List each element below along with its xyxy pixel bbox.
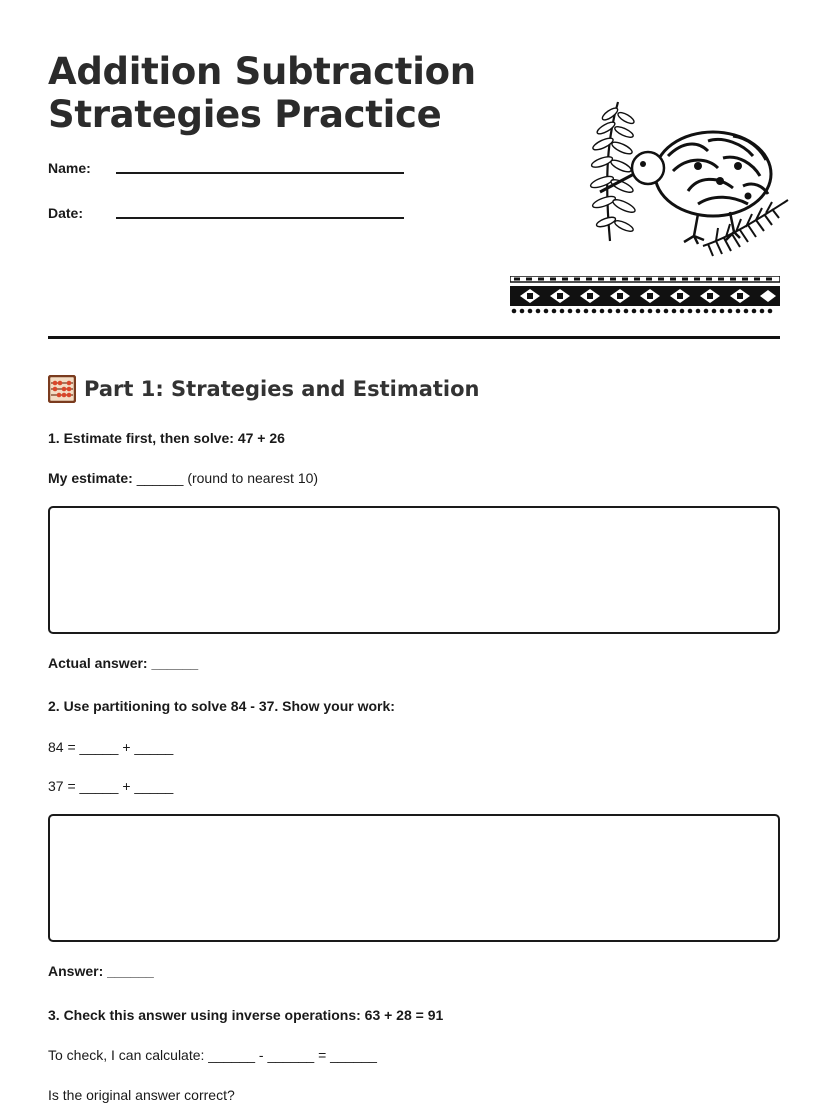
estimate-label: My estimate: (48, 470, 133, 486)
question-1-prompt: 1. Estimate first, then solve: 47 + 26 (48, 430, 285, 446)
date-line[interactable] (116, 217, 404, 219)
title-line-1: Addition Subtraction (48, 50, 476, 93)
name-field[interactable] (48, 160, 91, 176)
answer-blank[interactable]: ______ (107, 963, 154, 979)
title-line-2: Strategies Practice (48, 93, 442, 136)
question-2-answer-row (48, 963, 154, 979)
header-divider (48, 336, 780, 339)
page-title (48, 50, 476, 136)
name-line[interactable] (116, 172, 404, 174)
section-title: Part 1: Strategies and Estimation (84, 377, 480, 401)
partition-line-37[interactable]: 37 = _____ + _____ (48, 778, 174, 794)
date-field[interactable] (48, 205, 83, 221)
partition-line-84[interactable]: 84 = _____ + _____ (48, 739, 174, 755)
question-1-estimate-row (48, 470, 318, 486)
actual-answer-blank[interactable]: ______ (151, 655, 199, 671)
estimate-note: (round to nearest 10) (187, 470, 319, 486)
abacus-icon (48, 375, 76, 403)
kiwi-fern-illustration (548, 96, 798, 266)
question-1-work-box[interactable] (48, 506, 780, 634)
question-1-answer-row (48, 655, 198, 671)
pattern-border (510, 276, 780, 316)
name-label: Name: (48, 160, 91, 176)
date-label: Date: (48, 205, 84, 221)
question-2-prompt: 2. Use partitioning to solve 84 - 37. Show your work: (48, 698, 395, 714)
question-3-prompt: 3. Check this answer using inverse operations: 63 + 28 = 91 (48, 1007, 444, 1023)
actual-answer-label: Actual answer: (48, 655, 148, 671)
correctness-question: Is the original answer correct? (48, 1087, 235, 1103)
section-heading-part-1 (48, 375, 480, 403)
inverse-check-line[interactable]: To check, I can calculate: ______ - ______ = ______ (48, 1047, 377, 1063)
question-2-work-box[interactable] (48, 814, 780, 942)
answer-label: Answer: (48, 963, 104, 979)
estimate-blank[interactable]: ______ (136, 470, 184, 486)
